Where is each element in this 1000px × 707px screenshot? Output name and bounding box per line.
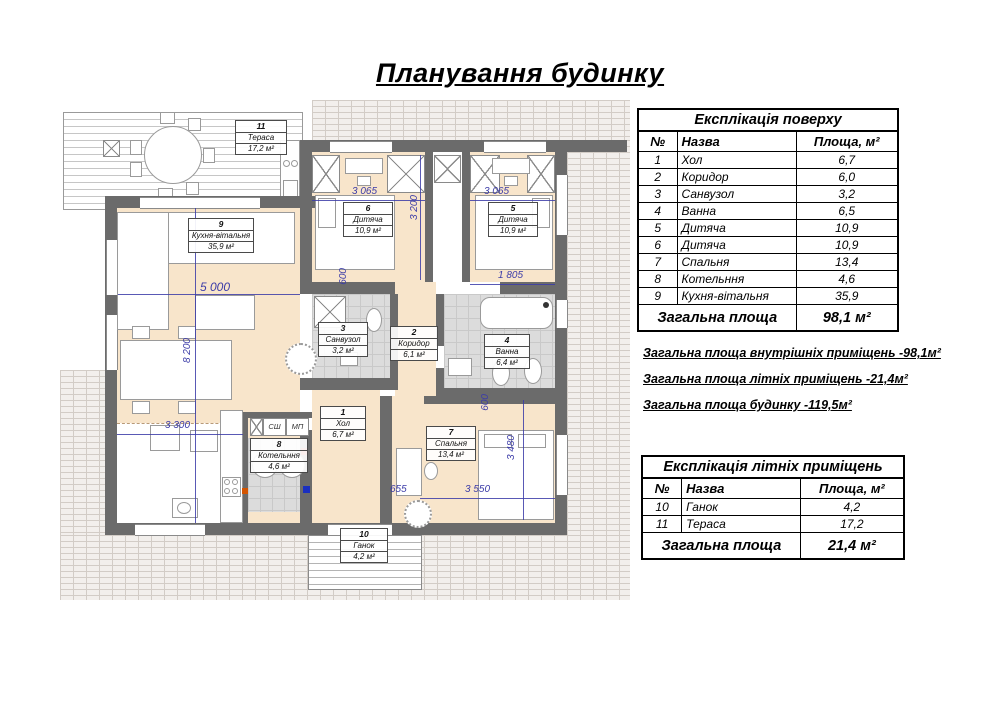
room-number: 3	[319, 323, 367, 335]
col-header-name: Назва	[682, 478, 801, 499]
cell-area: 6,7	[796, 152, 898, 169]
paving-top	[312, 100, 630, 140]
paving-right	[567, 140, 630, 600]
page-title: Планування будинку	[375, 58, 665, 88]
col-header-area: Площа, м²	[796, 131, 898, 152]
room-area: 4,2 м²	[353, 551, 375, 561]
chair-icon	[203, 148, 215, 163]
dimension-line	[470, 200, 555, 201]
kitchen-counter	[220, 410, 243, 523]
window	[135, 524, 205, 536]
cell-area: 10,9	[796, 237, 898, 254]
cell-num: 10	[642, 499, 682, 516]
cell-name: Санвузол	[677, 186, 796, 203]
room-name: Кухня-вітальня	[189, 231, 253, 242]
dimension-line	[420, 155, 421, 280]
dim-600-left: 600	[338, 268, 349, 285]
bathtub-icon	[480, 297, 553, 329]
table-row	[638, 152, 898, 169]
total-label: Загальна площа	[642, 533, 800, 560]
room-label-terrace	[235, 120, 287, 155]
window	[556, 175, 568, 235]
room-area: 35,9 м²	[208, 241, 234, 251]
window	[330, 141, 392, 153]
dim-3065-right: 3 065	[484, 186, 510, 197]
chair-icon	[160, 112, 175, 124]
table-row	[638, 288, 898, 305]
room-number: 1	[321, 407, 365, 419]
chair-icon	[130, 140, 142, 155]
dim-3480: 3 480	[506, 435, 517, 461]
chair-icon	[132, 326, 150, 339]
room-area: 3,2 м²	[332, 345, 354, 355]
summary-line-interior: Загальна площа внутрішніх приміщень -98,1м²	[643, 346, 941, 360]
table-row	[638, 237, 898, 254]
col-header-name: Назва	[677, 131, 796, 152]
toilet-icon	[366, 308, 382, 332]
room-number: 5	[489, 203, 537, 215]
cell-name: Хол	[677, 152, 796, 169]
wall	[444, 388, 555, 396]
dim-600-right: 600	[480, 394, 491, 411]
room-name: Спальня	[427, 439, 475, 450]
wall	[312, 378, 398, 390]
cell-num: 2	[638, 169, 677, 186]
cell-area: 6,0	[796, 169, 898, 186]
cell-area: 35,9	[796, 288, 898, 305]
sink-icon	[283, 160, 290, 167]
cell-name: Ванна	[677, 203, 796, 220]
col-header-num: №	[642, 478, 682, 499]
cell-area: 3,2	[796, 186, 898, 203]
terrace-door	[140, 197, 260, 209]
table-row	[638, 220, 898, 237]
wall	[312, 282, 395, 294]
room-label-child-6	[343, 202, 393, 237]
burner-icon	[232, 488, 238, 494]
sofa-icon	[117, 212, 169, 330]
total-value: 21,4 м²	[800, 533, 904, 560]
room-name: Коридор	[391, 339, 437, 350]
cell-num: 9	[638, 288, 677, 305]
chair-icon	[132, 401, 150, 414]
floor-explication-table	[637, 108, 899, 332]
room-number: 10	[341, 529, 387, 541]
closet-csh-label: СШ	[268, 422, 281, 431]
plant-icon	[404, 500, 432, 528]
room-area: 4,6 м²	[268, 461, 290, 471]
cell-area: 17,2	[800, 516, 904, 533]
dim-3300: 3 300	[165, 420, 191, 431]
chair-icon	[178, 401, 196, 414]
cell-area: 6,5	[796, 203, 898, 220]
dim-3065-left: 3 065	[352, 186, 378, 197]
wardrobe-icon	[312, 155, 340, 193]
burner-icon	[232, 479, 238, 485]
cell-name: Кухня-вітальня	[677, 288, 796, 305]
terrace-table-icon	[144, 126, 202, 184]
sink-icon	[291, 160, 298, 167]
equipment-blue	[303, 486, 310, 493]
cell-area: 4,2	[800, 499, 904, 516]
sink-icon	[177, 502, 191, 514]
room-label-hall	[320, 406, 366, 441]
room-label-sanuzol	[318, 322, 368, 357]
window	[556, 435, 568, 495]
room-number: 8	[251, 439, 307, 451]
room-name: Дитяча	[344, 215, 392, 226]
room-label-bath	[484, 334, 530, 369]
col-header-area: Площа, м²	[800, 478, 904, 499]
wardrobe-icon	[527, 155, 555, 193]
burner-icon	[224, 479, 230, 485]
cell-num: 1	[638, 152, 677, 169]
dimension-line	[470, 284, 555, 285]
cell-num: 3	[638, 186, 677, 203]
wall	[462, 152, 470, 282]
total-value: 98,1 м²	[796, 305, 898, 332]
cell-num: 11	[642, 516, 682, 533]
cell-num: 6	[638, 237, 677, 254]
wardrobe-icon	[434, 155, 461, 183]
room-label-bedroom	[426, 426, 476, 461]
room-number: 9	[189, 219, 253, 231]
total-label: Загальна площа	[638, 305, 796, 332]
window	[484, 141, 546, 153]
room-label-corridor	[390, 326, 438, 361]
paving-left	[60, 370, 105, 535]
room-name: Котельння	[251, 451, 307, 462]
room-label-porch	[340, 528, 388, 563]
dimension-line	[195, 208, 196, 523]
cell-area: 10,9	[796, 220, 898, 237]
room-name: Хол	[321, 419, 365, 430]
table-row	[638, 186, 898, 203]
summer-explication-table	[641, 455, 905, 560]
dim-5000: 5 000	[200, 280, 231, 294]
closet-csh	[263, 418, 286, 436]
cell-num: 5	[638, 220, 677, 237]
cell-name: Дитяча	[677, 237, 796, 254]
room-area: 6,4 м²	[496, 357, 518, 367]
dimension-line	[117, 434, 243, 435]
closet-mp	[286, 418, 309, 436]
chair-icon	[424, 462, 438, 480]
cell-num: 7	[638, 254, 677, 271]
desk-icon	[492, 158, 530, 174]
dim-8200: 8 200	[182, 338, 193, 364]
chair-icon	[357, 176, 371, 186]
dining-table-icon	[120, 340, 232, 400]
cell-area: 13,4	[796, 254, 898, 271]
floor-plan	[60, 100, 632, 605]
wall	[436, 368, 444, 396]
dimension-line	[420, 498, 555, 499]
burner-icon	[224, 488, 230, 494]
room-area: 10,9 м²	[355, 225, 381, 235]
chair-icon	[504, 176, 518, 186]
chair-icon	[130, 162, 142, 177]
cell-num: 8	[638, 271, 677, 288]
cell-name: Коридор	[677, 169, 796, 186]
chair-icon	[188, 118, 201, 131]
room-label-kitchen-living	[188, 218, 254, 253]
table-row	[638, 203, 898, 220]
room-label-boiler	[250, 438, 308, 473]
room-number: 11	[236, 121, 286, 133]
room-area: 6,7 м²	[332, 429, 354, 439]
table-row	[642, 499, 904, 516]
table-title: Експлікація літніх приміщень	[642, 456, 904, 478]
wall	[425, 152, 433, 282]
table-row	[638, 169, 898, 186]
cell-name: Спальня	[677, 254, 796, 271]
room-area: 6,1 м²	[403, 349, 425, 359]
dim-655: 655	[390, 484, 407, 495]
chair-icon	[186, 182, 199, 195]
wall	[380, 396, 392, 523]
table-row	[638, 271, 898, 288]
room-area: 17,2 м²	[248, 143, 274, 153]
closet-mp-label: МП	[291, 422, 304, 431]
coffee-table-icon	[195, 295, 255, 330]
wall	[300, 208, 312, 294]
col-header-num: №	[638, 131, 677, 152]
room-number: 2	[391, 327, 437, 339]
dim-1805: 1 805	[498, 270, 524, 281]
room-name: Ганок	[341, 541, 387, 552]
room-name: Дитяча	[489, 215, 537, 226]
faucet-icon	[543, 302, 549, 308]
dimension-line	[523, 400, 524, 520]
cell-area: 4,6	[796, 271, 898, 288]
window	[556, 300, 568, 328]
dim-3200: 3 200	[409, 195, 420, 221]
dimension-line	[118, 294, 300, 295]
wall	[300, 378, 312, 390]
pillow-icon	[318, 198, 336, 228]
dim-3550: 3 550	[465, 484, 491, 495]
desk-icon	[345, 158, 383, 174]
room-name: Тераса	[236, 133, 286, 144]
room-name: Ванна	[485, 347, 529, 358]
table-row	[642, 516, 904, 533]
closet-icon	[250, 418, 263, 436]
room-name: Санвузол	[319, 335, 367, 346]
equipment-orange	[242, 488, 248, 494]
sink-icon	[448, 358, 472, 376]
cell-name: Дитяча	[677, 220, 796, 237]
plant-icon	[285, 343, 317, 375]
room-area: 13,4 м²	[438, 449, 464, 459]
room-number: 7	[427, 427, 475, 439]
room-number: 6	[344, 203, 392, 215]
cell-name: Тераса	[682, 516, 801, 533]
cell-name: Ганок	[682, 499, 801, 516]
cell-name: Котельння	[677, 271, 796, 288]
table-row	[638, 254, 898, 271]
room-label-child-5	[488, 202, 538, 237]
room-area: 10,9 м²	[500, 225, 526, 235]
table-title: Експлікація поверху	[638, 109, 898, 131]
room-number: 4	[485, 335, 529, 347]
cell-num: 4	[638, 203, 677, 220]
terrace-column-icon	[103, 140, 120, 157]
summary-line-summer: Загальна площа літніх приміщень -21,4м²	[643, 372, 908, 386]
summary-line-total: Загальна площа будинку -119,5м²	[643, 398, 852, 412]
